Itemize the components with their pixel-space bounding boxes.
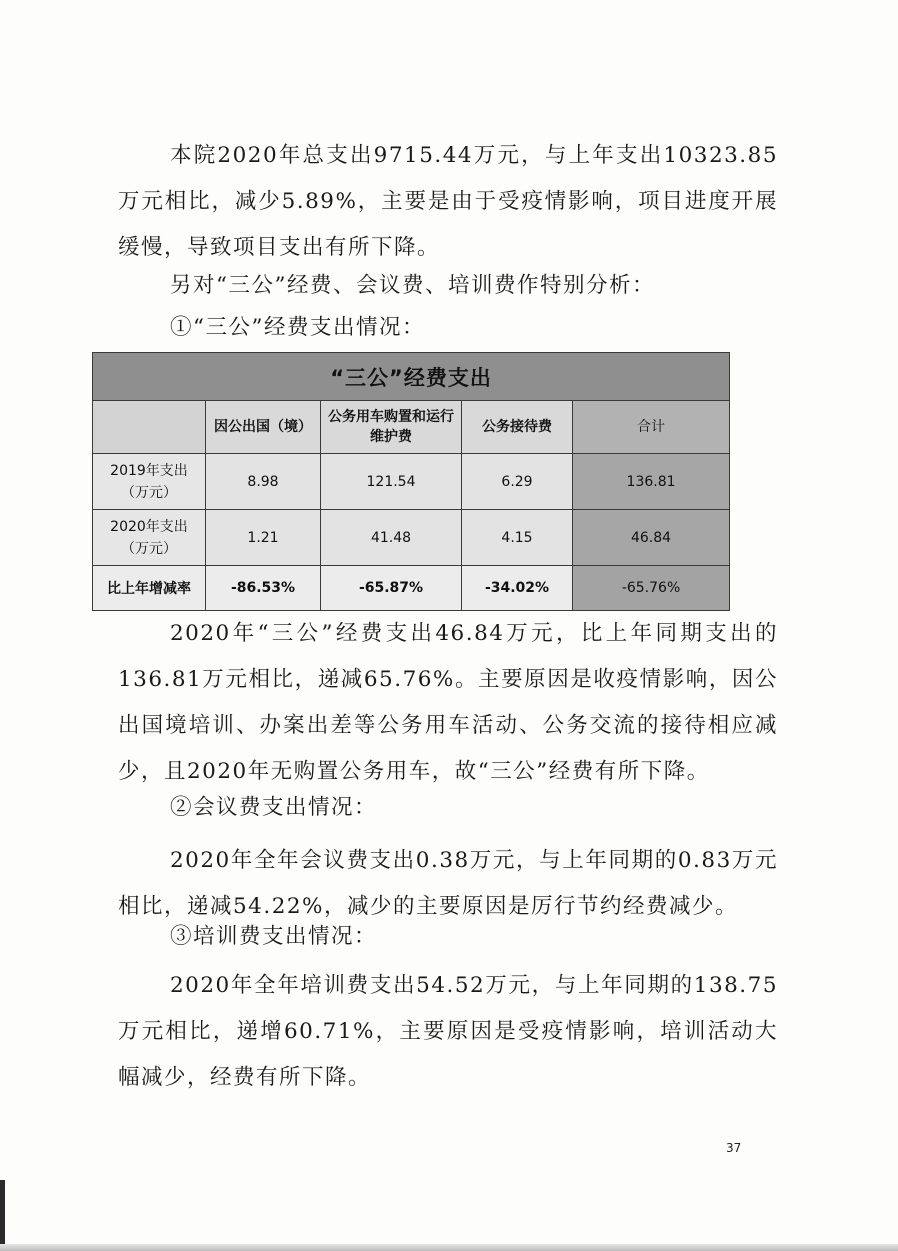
row-label: 比上年增减率 bbox=[93, 566, 206, 611]
row-label: 2020年支出（万元） bbox=[93, 510, 206, 566]
heading-meeting-expenses: ②会议费支出情况： bbox=[170, 795, 378, 820]
table-cell: -34.02% bbox=[462, 566, 573, 611]
table-header-overseas: 因公出国（境） bbox=[206, 401, 321, 454]
heading-three-public-expenses: ①“三公”经费支出情况： bbox=[170, 315, 425, 340]
table-cell: 8.98 bbox=[206, 454, 321, 510]
paragraph-total-expenditure: 本院2020年总支出9715.44万元，与上年支出10323.85万元相比，减少5.89%，主要是由于受疫情影响，项目进度开展缓慢，导致项目支出有所下降。 bbox=[118, 143, 778, 260]
table-row-2020 bbox=[93, 510, 730, 566]
table-cell: -65.87% bbox=[321, 566, 462, 611]
paragraph-special-analysis-intro: 另对“三公”经费、会议费、培训费作特别分析： bbox=[170, 273, 655, 298]
paragraph-meeting-analysis: 2020年全年会议费支出0.38万元，与上年同期的0.83万元相比，递减54.22%，减少的主要原因是厉行节约经费减少。 bbox=[118, 848, 778, 919]
three-public-expenses-table bbox=[92, 352, 730, 611]
table-row-2019 bbox=[93, 454, 730, 510]
table-cell-total: 46.84 bbox=[573, 510, 730, 566]
table-title: “三公”经费支出 bbox=[93, 353, 730, 401]
paragraph-three-public-analysis: 2020年“三公”经费支出46.84万元，比上年同期支出的136.81万元相比，递减65.76%。主要原因是收疫情影响，因公出国境培训、办案出差等公务用车活动、公务交流的接待相应减少，且2020年无购置公务用车，故“三公”经费有所下降。 bbox=[118, 621, 778, 784]
table-cell: 1.21 bbox=[206, 510, 321, 566]
table-cell: 121.54 bbox=[321, 454, 462, 510]
table-header-blank bbox=[93, 401, 206, 454]
table-row-change-rate bbox=[93, 566, 730, 611]
table-cell-total: -65.76% bbox=[573, 566, 730, 611]
table-cell-total: 136.81 bbox=[573, 454, 730, 510]
scan-edge-mark bbox=[0, 1180, 5, 1245]
table-header-total: 合计 bbox=[573, 401, 730, 454]
paragraph-training-analysis: 2020年全年培训费支出54.52万元，与上年同期的138.75万元相比，递增60.71%，主要原因是受疫情影响，培训活动大幅减少，经费有所下降。 bbox=[118, 973, 778, 1090]
table-cell: 6.29 bbox=[462, 454, 573, 510]
table-header-row bbox=[93, 401, 730, 454]
table-cell: 41.48 bbox=[321, 510, 462, 566]
page-number: 37 bbox=[726, 1141, 742, 1155]
table-header-vehicle: 公务用车购置和运行维护费 bbox=[321, 401, 462, 454]
table-cell: -86.53% bbox=[206, 566, 321, 611]
table-header-reception: 公务接待费 bbox=[462, 401, 573, 454]
table-cell: 4.15 bbox=[462, 510, 573, 566]
scan-bottom-shadow bbox=[0, 1244, 898, 1251]
heading-training-expenses: ③培训费支出情况： bbox=[170, 924, 378, 949]
row-label: 2019年支出（万元） bbox=[93, 454, 206, 510]
